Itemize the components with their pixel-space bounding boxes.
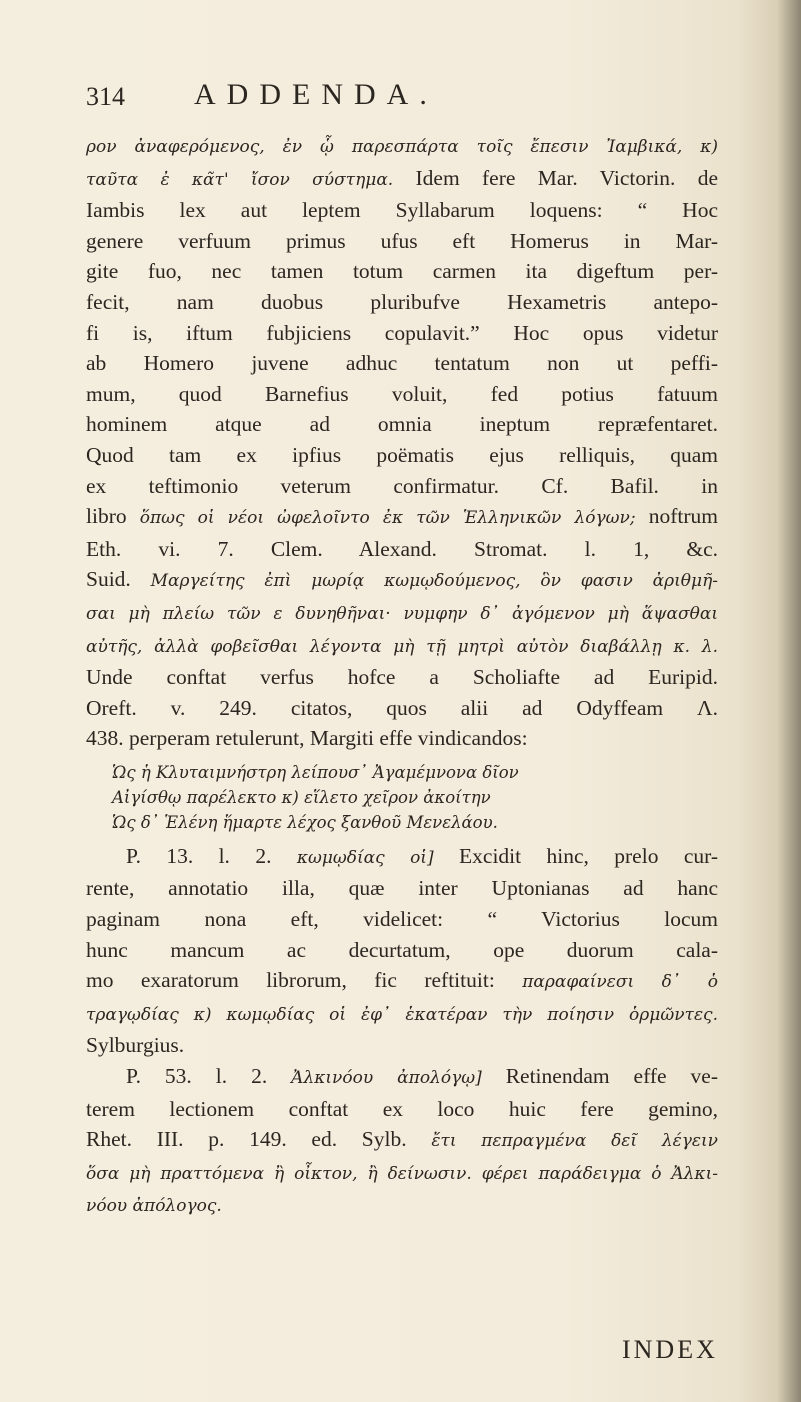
text-line [86, 501, 718, 534]
latin-text: Retinendam effe ve- [505, 1064, 718, 1089]
text-line [86, 841, 718, 874]
text-line [86, 1157, 718, 1190]
text-line: genere verfuum primus ufus eft Homerus in Mar- [86, 228, 718, 253]
greek-quote: ὅσα μὴ πραττόμενα ἢ οἶκτον, ἢ δείνωσιν. φέρει παράδειγμα ὁ Ἀλκι- [86, 1163, 718, 1184]
text-line: rente, annotatio illa, quæ inter Uptonianas ad hanc [86, 876, 718, 901]
greek-quote: σαι μὴ πλείω τῶν ε δυνηθῆναι· νυμφην δ᾽ ἀγόμενον μὴ ἅψασθαι [86, 603, 718, 624]
text-line: fecit, nam duobus pluribufve Hexametris antepo- [86, 289, 718, 314]
verse-line: Ὡς δ᾽ Ἑλένη ἥμαρτε λέχος ξανθοῦ Μενελάου. [112, 812, 498, 832]
text-line: hominem atque ad omnia ineptum repræfentaret. [86, 412, 718, 437]
greek-quote: νόου ἀπόλογος. [86, 1196, 222, 1217]
text-line [86, 564, 718, 597]
greek-quote: κωμῳδίας οἱ] [296, 847, 434, 868]
page-reference: P. 13. l. 2. [126, 843, 272, 868]
paragraph-notes [86, 841, 718, 1222]
paragraph-margites [86, 130, 718, 754]
greek-quote: ρον ἀναφερόμενος, ἐν ᾧ παρεσπάρτα τοῖς ἔπεσιν Ἰαμβικά, κ) [86, 137, 718, 157]
text-line: Iambis lex aut leptem Syllabarum loquens: “ Hoc [86, 198, 718, 223]
latin-text: Rhet. III. p. 149. ed. Sylb. [86, 1127, 407, 1152]
greek-quote: Ἀλκινόου ἀπολόγῳ] [291, 1068, 482, 1089]
text-line [86, 998, 718, 1031]
page-number: 314 [86, 82, 125, 111]
text-line: gite fuo, nec tamen totum carmen ita digeftum per- [86, 259, 718, 284]
text-line [86, 1061, 718, 1094]
latin-text: Idem fere Mar. Victorin. de [415, 165, 718, 190]
greek-quote: ἔτι πεπραγμένα δεῖ λέγειν [431, 1131, 719, 1152]
text-line: Oreft. v. 249. citatos, quos alii ad Odyffeam Λ. [86, 695, 718, 720]
text-line [86, 597, 718, 630]
verse-line: Αἰγίσθῳ παρέλεκτο κ) εἵλετο χεῖρον ἀκοίτην [112, 787, 491, 807]
text-line [86, 1189, 718, 1222]
greek-quote: αὐτῆς, ἀλλὰ φοβεῖσθαι λέγοντα μὴ τῇ μητρὶ αὐτὸν διαβάλλῃ κ. λ. [86, 636, 718, 657]
text-line: fi is, iftum fubjiciens copulavit.” Hoc opus videtur [86, 320, 718, 345]
text-line: mum, quod Barnefius voluit, fed potius fatuum [86, 381, 718, 406]
running-title: ADDENDA. [194, 78, 438, 111]
catchword: INDEX [622, 1335, 718, 1364]
verse-quotation [86, 760, 718, 835]
page-reference: P. 53. l. 2. [126, 1064, 268, 1089]
latin-text: noftrum [648, 504, 718, 529]
text-line: Sylburgius. [86, 1033, 185, 1058]
verse-line: Ὡς ἡ Κλυταιμνήστρη λείπουσ᾽ Ἀγαμέμνονα δῖον [112, 762, 519, 782]
latin-text: mo exaratorum librorum, fic reftituit: [86, 968, 495, 993]
text-line: terem lectionem conftat ex loco huic fere gemino, [86, 1096, 718, 1121]
text-line: ab Homero juvene adhuc tentatum non ut peffi- [86, 351, 718, 376]
text-line: ex teftimonio veterum confirmatur. Cf. Bafil. in [86, 473, 718, 498]
greek-quote: Μαργείτης ἐπὶ μωρίᾳ κωμῳδούμενος, ὃν φασιν ἀριθμῆ- [150, 571, 718, 592]
greek-quote: ὅπως οἱ νέοι ὠφελοῖντο ἐκ τῶν Ἑλληνικῶν λόγων; [139, 508, 636, 529]
page-header [86, 78, 706, 118]
greek-quote: ταῦτα ἐ κα̃τ' ἴσον σύστημα. [86, 169, 394, 190]
text-line: Quod tam ex ipfius poëmatis ejus relliquis, quam [86, 442, 718, 467]
greek-quote: τραγῳδίας κ) κωμῳδίας οἱ ἐφ᾽ ἑκατέραν τὴν ποίησιν ὁρμῶντες. [86, 1004, 718, 1025]
text-line: hunc mancum ac decurtatum, ope duorum cala- [86, 937, 718, 962]
text-line: paginam nona eft, videlicet: “ Victorius locum [86, 907, 718, 932]
text-line [86, 630, 718, 663]
text-line [86, 163, 718, 196]
text-line: Unde conftat verfus hofce a Scholiafte ad Euripid. [86, 665, 718, 690]
body-text [86, 130, 718, 1222]
text-line [86, 1124, 718, 1157]
greek-quote: παραφαίνεσι δ᾽ ὁ [522, 972, 718, 993]
text-line: Eth. vi. 7. Clem. Alexand. Stromat. l. 1, &c. [86, 536, 718, 561]
text-line [86, 130, 718, 163]
latin-text: Excidit hinc, prelo cur- [459, 843, 719, 868]
text-line [86, 965, 718, 998]
latin-text: Suid. [86, 567, 131, 592]
text-line: 438. perperam retulerunt, Margiti effe vindicandos: [86, 726, 528, 751]
latin-text: libro [86, 504, 127, 529]
